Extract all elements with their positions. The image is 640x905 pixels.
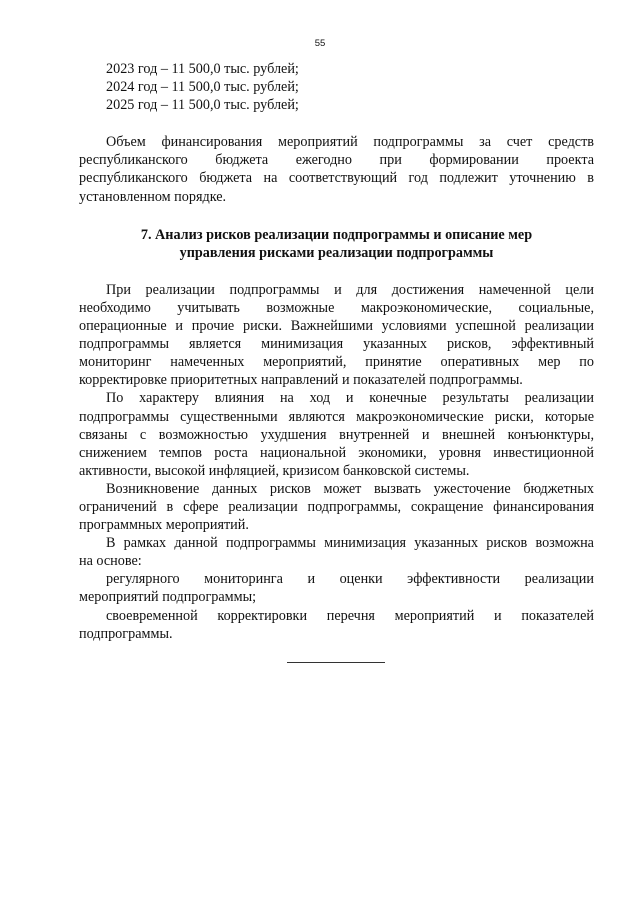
paragraph-line: В рамках данной подпрограммы минимизация указанных рисков возможна (106, 535, 594, 552)
paragraph-line: мониторинг намеченных мероприятий, принятие оперативных мер по (79, 354, 594, 371)
paragraph-line: мероприятий подпрограммы; (79, 589, 257, 606)
risk-paragraph-2 (79, 389, 594, 479)
section-heading-line: 7. Анализ рисков реализации подпрограммы и описание мер (140, 226, 533, 243)
funding-list (79, 60, 594, 114)
paragraph-line: По характеру влияния на ход и конечные результаты реализации (106, 390, 594, 407)
funding-line-2025: 2025 год – 11 500,0 тыс. рублей; (106, 97, 299, 114)
paragraph-line: подпрограммы существенными являются макроэкономические риски, которые (79, 408, 594, 425)
funding-line-2024: 2024 год – 11 500,0 тыс. рублей; (106, 79, 299, 96)
measure-item-correction (79, 607, 594, 643)
paragraph-line: необходимо учитывать возможные макроэкономические, социальные, (79, 299, 594, 316)
funding-note-paragraph (79, 133, 594, 205)
end-separator-line (287, 662, 385, 663)
paragraph-line: на основе: (79, 553, 142, 570)
paragraph-line: республиканского бюджета на соответствующий год подлежит уточнению в (79, 170, 594, 187)
paragraph-line: операционные и прочие риски. Важнейшими условиями успешной реализации (79, 318, 594, 335)
paragraph-line: своевременной корректировки перечня мероприятий и показателей (106, 607, 594, 624)
paragraph-line: ограничений в сфере реализации подпрограммы, сокращение финансирования (79, 498, 594, 515)
paragraph-line: связаны с возможностью ухудшения внутренней и внешней конъюнктуры, (79, 426, 594, 443)
risk-paragraph-1 (79, 281, 594, 390)
paragraph-line: подпрограммы. (79, 625, 173, 642)
paragraph-line: Объем финансирования мероприятий подпрограммы за счет средств (106, 134, 594, 151)
page-number: 55 (314, 38, 326, 49)
section-heading-line: управления рисками реализации подпрограммы (179, 244, 494, 261)
measure-item-monitoring (79, 570, 594, 606)
paragraph-line: корректировке приоритетных направлений и показателей подпрограммы. (79, 372, 523, 389)
page-content (79, 60, 594, 643)
paragraph-line: регулярного мониторинга и оценки эффективности реализации (106, 571, 594, 588)
paragraph-line: программных мероприятий. (79, 517, 249, 534)
paragraph-line: подпрограммы является минимизация указанных рисков, эффективный (79, 336, 594, 353)
paragraph-line: установленном порядке. (79, 188, 227, 205)
paragraph-line: Возникновение данных рисков может вызвать ужесточение бюджетных (106, 480, 594, 497)
section-heading (79, 226, 594, 262)
paragraph-line: активности, высокой инфляцией, кризисом банковской системы. (79, 462, 470, 479)
risk-paragraph-4 (79, 534, 594, 570)
paragraph-line: республиканского бюджета ежегодно при формировании проекта (79, 152, 594, 169)
funding-line-2023: 2023 год – 11 500,0 тыс. рублей; (106, 61, 299, 77)
risk-paragraph-3 (79, 480, 594, 534)
paragraph-line: снижением темпов роста национальной экономики, уровня инвестиционной (79, 444, 594, 461)
paragraph-line: При реализации подпрограммы и для достижения намеченной цели (106, 281, 594, 298)
